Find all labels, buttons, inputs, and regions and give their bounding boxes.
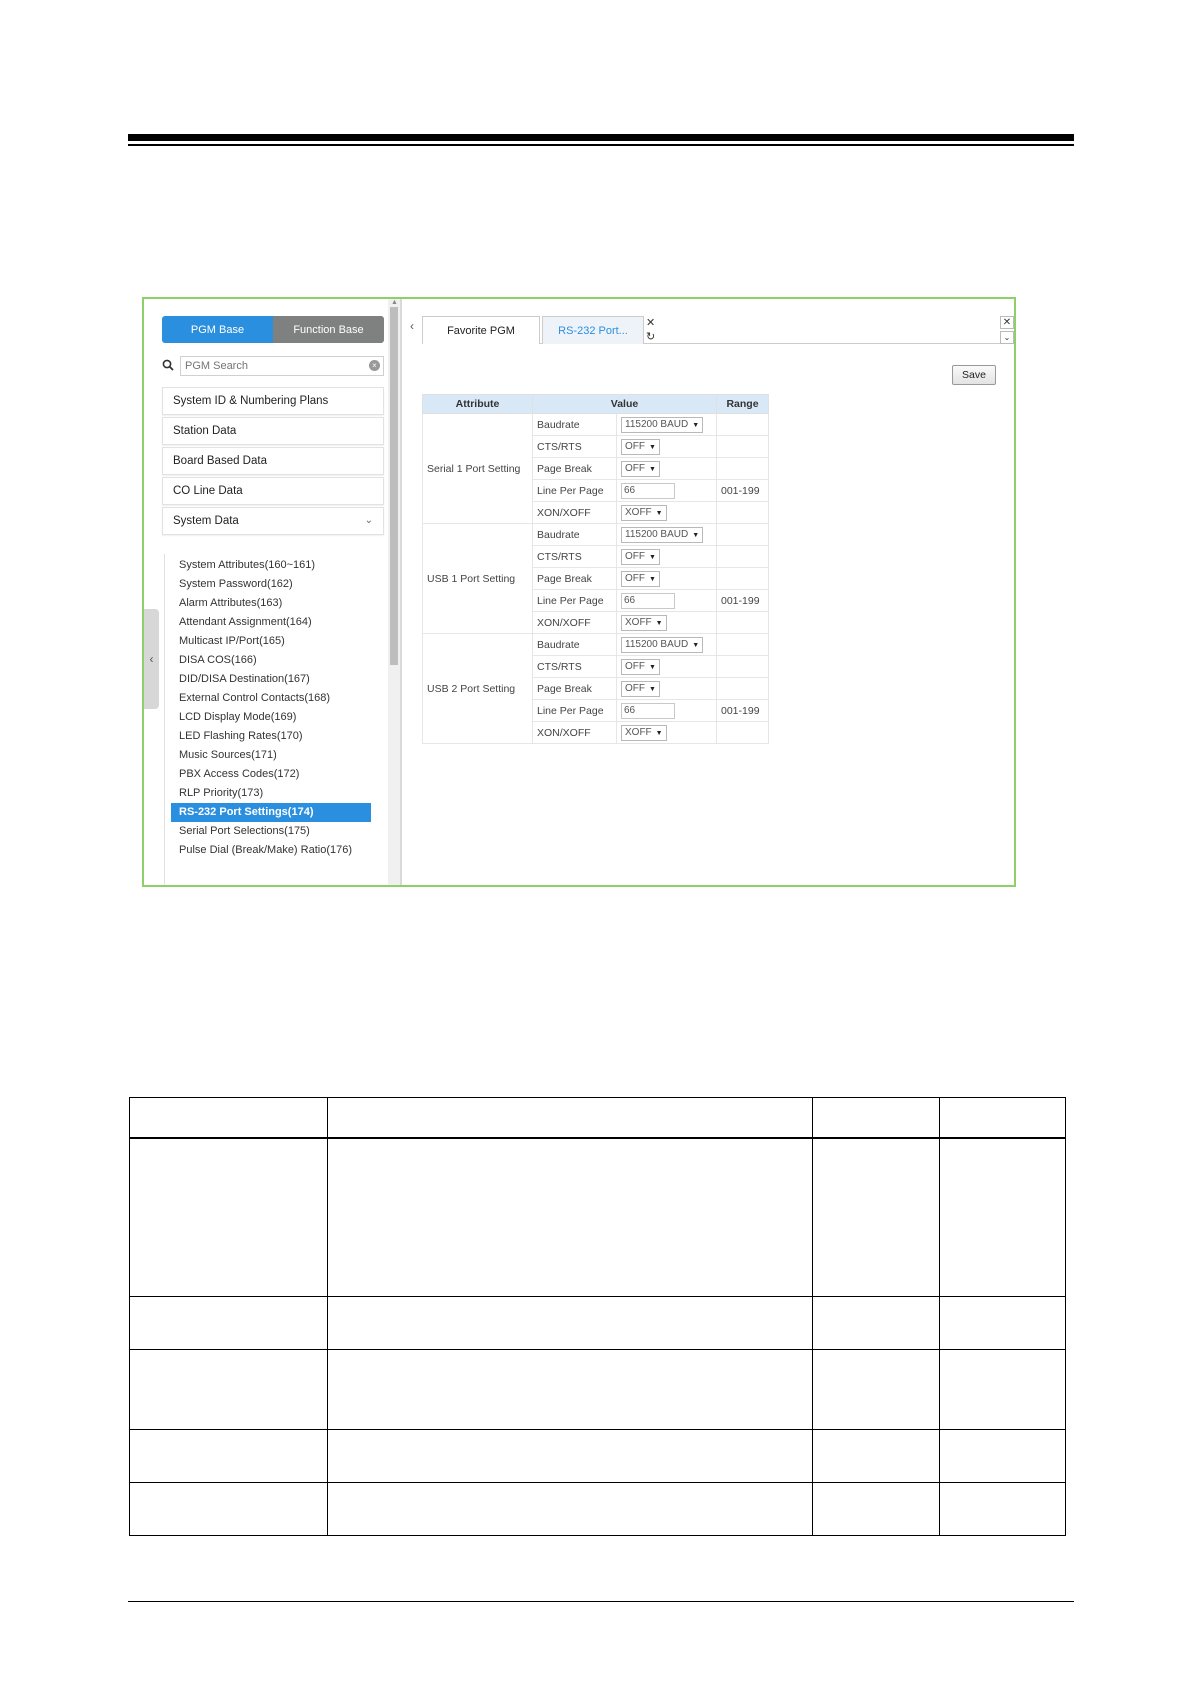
attribute-label: CTS/RTS [533,546,617,568]
doc-cell [327,1350,812,1430]
attribute-label: Line Per Page [533,700,617,722]
attribute-label: Page Break [533,678,617,700]
doc-cell [327,1483,812,1536]
submenu-item[interactable]: LED Flashing Rates(170) [179,730,303,742]
select-value: OFF [625,572,645,584]
left-pane [144,299,392,885]
select-value: OFF [625,462,645,474]
submenu-item[interactable]: Attendant Assignment(164) [179,616,312,628]
value-cell [617,678,717,700]
range-cell [717,458,769,480]
select-value: XOFF [625,726,652,738]
doc-cell [813,1430,940,1483]
doc-cell [813,1138,940,1297]
select-value: OFF [625,682,645,694]
value-cell [617,480,717,502]
base-tabs [162,316,384,343]
dropdown-arrow-icon[interactable]: ▼ [692,641,700,649]
submenu-item[interactable]: DISA COS(166) [179,654,257,666]
dropdown-arrow-icon[interactable]: ▼ [692,421,700,429]
dropdown-arrow-icon[interactable]: ▼ [649,553,656,561]
settings-row [423,524,769,546]
value-select[interactable] [621,505,667,521]
document-table [129,1097,1066,1536]
value-select[interactable] [621,681,660,697]
attribute-label: Baudrate [533,414,617,436]
value-input[interactable]: 66 [621,483,675,499]
attribute-label: Baudrate [533,524,617,546]
dropdown-arrow-icon[interactable]: ▼ [655,619,663,627]
settings-row [423,414,769,436]
menu-system-data[interactable] [162,507,384,535]
range-cell [717,502,769,524]
value-select[interactable] [621,549,660,565]
value-select[interactable] [621,637,703,653]
attribute-label: XON/XOFF [533,612,617,634]
select-value: XOFF [625,506,652,518]
chevron-down-icon[interactable]: ⌄ [1000,331,1014,344]
doc-cell [130,1138,328,1297]
range-cell: 001-199 [717,700,769,722]
doc-cell [130,1430,328,1483]
doc-cell [130,1350,328,1430]
doc-row [130,1297,1066,1350]
screenshot-frame [142,297,1016,887]
menu-label: System Data [173,515,239,527]
doc-header-cell [940,1098,1066,1138]
doc-cell [327,1430,812,1483]
value-cell [617,634,717,656]
group-label: Serial 1 Port Setting [423,414,533,524]
group-label: USB 2 Port Setting [423,634,533,744]
value-cell [617,524,717,546]
collapse-icon[interactable]: ‹ [144,609,159,709]
select-value: OFF [625,440,645,452]
value-select[interactable] [621,659,660,675]
submenu-item[interactable]: Alarm Attributes(163) [179,597,283,609]
menu-label: System ID & Numbering Plans [173,395,329,407]
dropdown-arrow-icon[interactable]: ▼ [649,685,656,693]
doc-cell [130,1297,328,1350]
settings-table [422,394,769,744]
search-input[interactable] [180,356,384,376]
clear-icon[interactable]: × [369,360,380,371]
range-cell [717,678,769,700]
select-value: XOFF [625,616,652,628]
value-cell [617,568,717,590]
doc-cell [940,1138,1066,1297]
value-select[interactable] [621,571,660,587]
value-select[interactable] [621,527,703,543]
right-pane [402,299,1014,885]
doc-header-cell [327,1098,812,1138]
submenu-item[interactable]: Pulse Dial (Break/Make) Ratio(176) [179,844,353,856]
menu-label: CO Line Data [173,485,243,497]
doc-cell [327,1297,812,1350]
select-value: 115200 BAUD [625,528,689,540]
doc-cell [940,1350,1066,1430]
value-cell [617,502,717,524]
doc-cell [813,1483,940,1536]
range-cell [717,634,769,656]
select-value: OFF [625,550,645,562]
range-cell: 001-199 [717,480,769,502]
value-cell [617,546,717,568]
page-header-rule-thin [128,144,1074,146]
value-cell [617,612,717,634]
dropdown-arrow-icon[interactable]: ▼ [655,509,663,517]
attribute-label: Baudrate [533,634,617,656]
value-input[interactable]: 66 [621,703,675,719]
back-icon[interactable]: ‹ [410,319,414,333]
range-cell [717,612,769,634]
submenu-item[interactable]: System Attributes(160~161) [179,559,316,571]
doc-row [130,1430,1066,1483]
menu-system-id[interactable] [162,387,384,415]
search-icon[interactable] [162,359,174,371]
doc-header-cell [813,1098,940,1138]
close-icon[interactable]: ✕ [1000,316,1014,329]
attribute-label: XON/XOFF [533,722,617,744]
attribute-label: Page Break [533,458,617,480]
select-value: OFF [625,660,645,672]
page-footer-rule [128,1601,1074,1602]
save-button[interactable]: Save [952,365,996,385]
menu-board-based-data[interactable] [162,447,384,475]
dropdown-arrow-icon[interactable]: ▼ [649,465,656,473]
tab-pgm-base[interactable]: PGM Base [162,316,273,343]
value-select[interactable] [621,725,667,741]
value-cell [617,414,717,436]
value-cell [617,656,717,678]
chevron-down-icon: ⌄ [364,515,373,526]
doc-cell [940,1483,1066,1536]
value-cell [617,700,717,722]
range-cell [717,524,769,546]
submenu-item[interactable]: Serial Port Selections(175) [179,825,310,837]
dropdown-arrow-icon[interactable]: ▼ [649,663,656,671]
submenu-item[interactable]: Multicast IP/Port(165) [179,635,285,647]
refresh-icon[interactable]: ↻ [646,331,656,343]
attribute-label: Line Per Page [533,480,617,502]
range-cell [717,436,769,458]
dropdown-arrow-icon[interactable]: ▼ [692,531,700,539]
tab-rs232-port[interactable]: RS-232 Port... [542,316,644,344]
value-select[interactable] [621,439,660,455]
submenu-item[interactable]: External Control Contacts(168) [179,692,331,704]
value-cell [617,436,717,458]
scrollbar-thumb[interactable] [390,307,398,665]
doc-row [130,1350,1066,1430]
left-scrollbar[interactable] [388,299,400,885]
dropdown-arrow-icon[interactable]: ▼ [649,575,656,583]
range-cell [717,546,769,568]
doc-cell [940,1297,1066,1350]
value-input[interactable]: 66 [621,593,675,609]
attribute-label: XON/XOFF [533,502,617,524]
value-select[interactable] [621,461,660,477]
range-cell [717,568,769,590]
dropdown-arrow-icon[interactable]: ▼ [655,729,663,737]
submenu-item[interactable]: RLP Priority(173) [179,787,264,799]
settings-row [423,634,769,656]
doc-header-cell [130,1098,328,1138]
submenu-item[interactable]: PBX Access Codes(172) [179,768,300,780]
doc-cell [327,1138,812,1297]
value-select[interactable] [621,417,703,433]
doc-cell [813,1297,940,1350]
settings-table-body [423,414,769,744]
doc-cell [130,1483,328,1536]
select-value: 115200 BAUD [625,418,689,430]
value-cell [617,722,717,744]
tab-function-base[interactable]: Function Base [273,316,384,343]
attribute-label: Line Per Page [533,590,617,612]
menu-co-line-data[interactable] [162,477,384,505]
header-attribute: Attribute [423,395,533,414]
submenu-item-active[interactable]: RS-232 Port Settings(174) [171,803,371,822]
menu-label: Station Data [173,425,237,437]
range-cell: 001-199 [717,590,769,612]
value-cell [617,458,717,480]
doc-row [130,1483,1066,1536]
dropdown-arrow-icon[interactable]: ▼ [649,443,656,451]
submenu-item[interactable]: DID/DISA Destination(167) [179,673,310,685]
doc-cell [813,1350,940,1430]
tab-favorite-pgm[interactable]: Favorite PGM [422,316,540,344]
menu-station-data[interactable] [162,417,384,445]
range-cell [717,722,769,744]
group-label: USB 1 Port Setting [423,524,533,634]
submenu-item[interactable]: System Password(162) [179,578,293,590]
attribute-label: Page Break [533,568,617,590]
attribute-label: CTS/RTS [533,656,617,678]
range-cell [717,656,769,678]
value-cell [617,590,717,612]
value-select[interactable] [621,615,667,631]
page-header-rule-thick [128,134,1074,141]
select-value: 115200 BAUD [625,638,689,650]
doc-cell [940,1430,1066,1483]
header-value: Value [533,395,717,414]
search-row [162,356,384,376]
doc-row [130,1138,1066,1297]
header-range: Range [717,395,769,414]
submenu-item[interactable]: LCD Display Mode(169) [179,711,297,723]
attribute-label: CTS/RTS [533,436,617,458]
close-icon[interactable]: ✕ [646,317,656,329]
scroll-up-icon[interactable]: ▲ [391,299,398,306]
range-cell [717,414,769,436]
menu-label: Board Based Data [173,455,267,467]
system-data-submenu [164,554,384,887]
submenu-item[interactable]: Music Sources(171) [179,749,277,761]
